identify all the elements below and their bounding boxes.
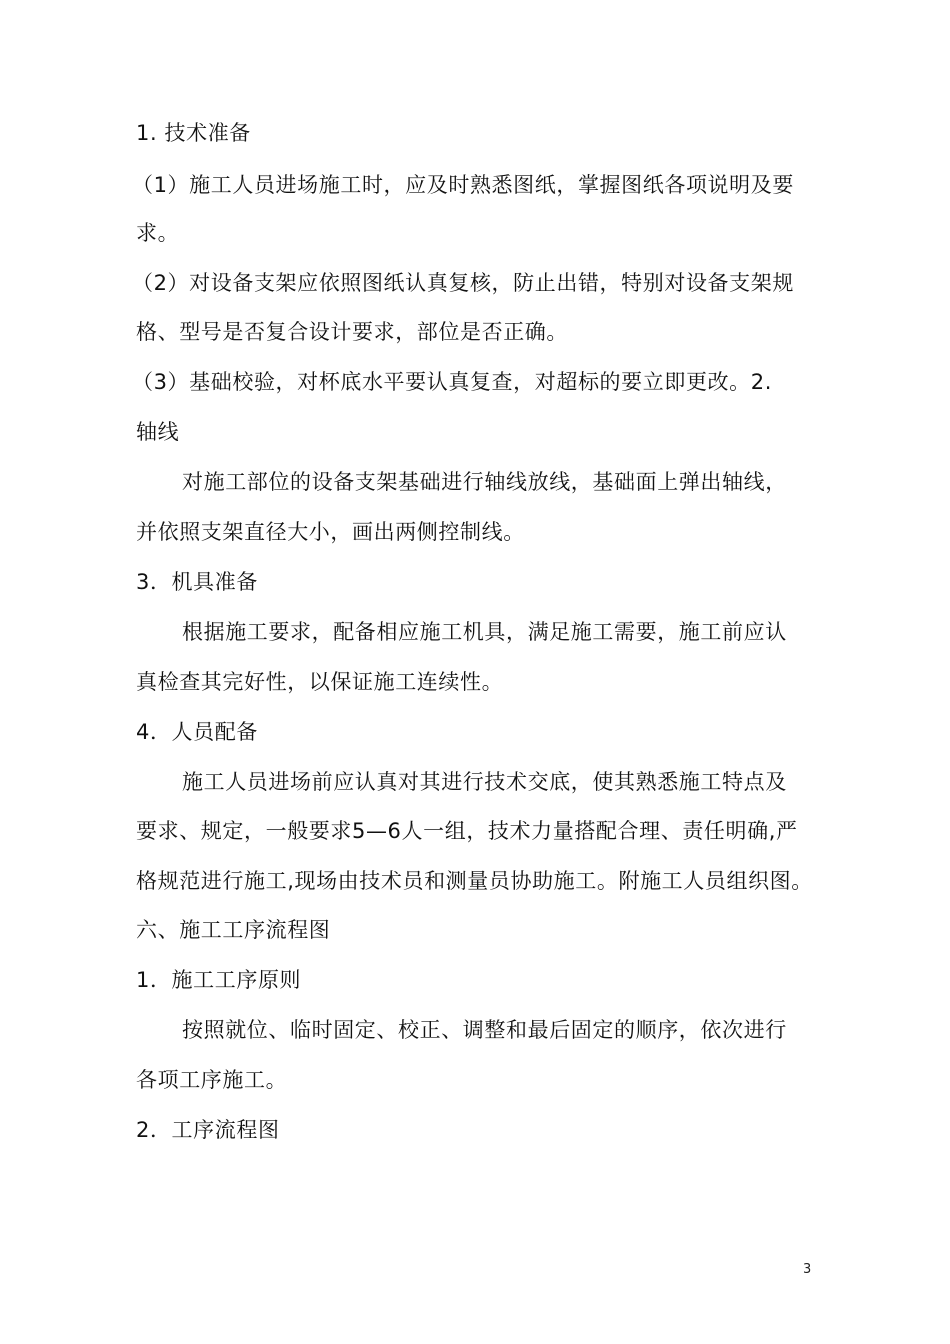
- paragraph-line: 并依照支架直径大小，画出两侧控制线。: [136, 520, 525, 544]
- paragraph-line: （3）基础校验，对杯底水平要认真复查，对超标的要立即更改。2.: [132, 370, 772, 394]
- paragraph-line: （1）施工人员进场施工时，应及时熟悉图纸，掌握图纸各项说明及要: [132, 173, 794, 197]
- paragraph-line: 格规范进行施工,现场由技术员和测量员协助施工。附施工人员组织图。: [136, 869, 813, 893]
- paragraph-line: 施工人员进场前应认真对其进行技术交底，使其熟悉施工特点及: [182, 770, 787, 794]
- section-heading-process-flow: 六、施工工序流程图: [136, 918, 331, 942]
- paragraph-line: 对施工部位的设备支架基础进行轴线放线，基础面上弹出轴线，: [182, 470, 787, 494]
- heading-process-principle: 1．施工工序原则: [136, 968, 302, 992]
- heading-technical-preparation: 1. 技术准备: [136, 121, 251, 145]
- heading-equipment-preparation: 3．机具准备: [136, 570, 258, 594]
- paragraph-line: 真检查其完好性，以保证施工连续性。: [136, 670, 504, 694]
- page-number: 3: [803, 1262, 812, 1277]
- heading-process-flowchart: 2．工序流程图: [136, 1118, 280, 1142]
- heading-staffing: 4．人员配备: [136, 720, 258, 744]
- heading-axis: 轴线: [136, 420, 180, 444]
- paragraph-line: 根据施工要求，配备相应施工机具，满足施工需要，施工前应认: [182, 620, 787, 644]
- paragraph-line: （2）对设备支架应依照图纸认真复核，防止出错，特别对设备支架规: [132, 271, 794, 295]
- paragraph-line: 要求、规定，一般要求5—6人一组，技术力量搭配合理、责任明确,严: [136, 819, 798, 843]
- paragraph-line: 各项工序施工。: [136, 1068, 288, 1092]
- paragraph-line: 求。: [136, 221, 180, 245]
- paragraph-line: 格、型号是否复合设计要求，部位是否正确。: [136, 320, 568, 344]
- paragraph-line: 按照就位、临时固定、校正、调整和最后固定的顺序，依次进行: [182, 1018, 787, 1042]
